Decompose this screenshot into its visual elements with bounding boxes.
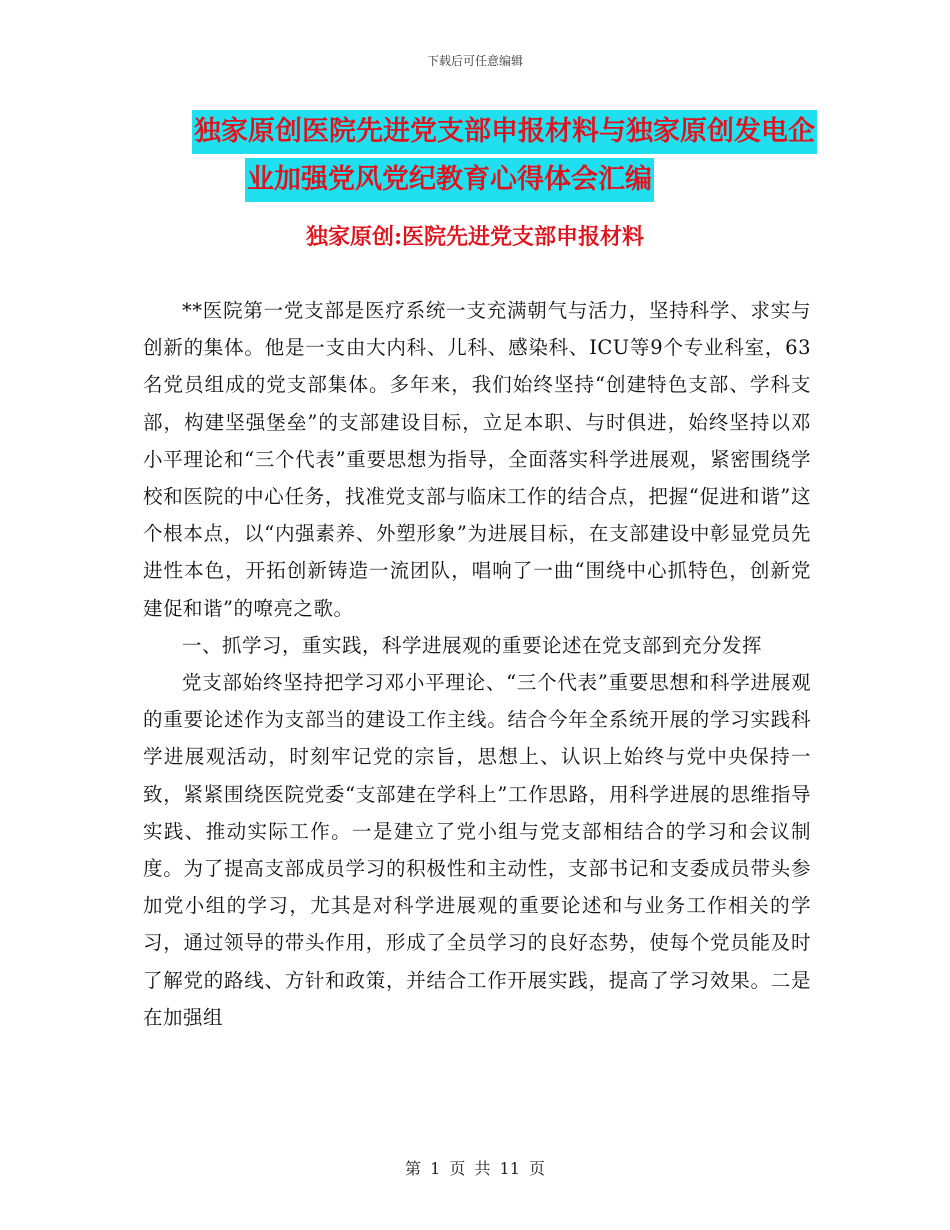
document-title-line-1: 独家原创医院先进党支部申报材料与独家原创发电企 — [192, 110, 817, 154]
document-title-line-2: 业加强党风党纪教育心得体会汇编 — [245, 158, 654, 202]
body-paragraph: **医院第一党支部是医疗系统一支充满朝气与活力，坚持科学、求实与创新的集体。他是一支由大内科、儿科、感染科、ICU等9个专业科室，63名党员组成的党支部集体。多年来，我们始终坚持“创建特色支部、学科支部，构建坚强堡垒”的支部建设目标，立足本职、与时俱进，始终坚持以邓小平理论和“三个代表”重要思想为指导，全面落实科学进展观，紧密围绕学校和医院的中心任务，找准党支部与临床工作的结合点，把握“促进和谐”这个根本点，以“内强素养、外塑形象”为进展目标，在支部建设中彰显党员先进性本色，开拓创新铸造一流团队，唱响了一曲“围绕中心抓特色，创新党建促和谐”的嘹亮之歌。 — [143, 299, 811, 620]
page-header: 下载后可任意编辑 — [426, 54, 523, 68]
body-paragraph-heading: 一、抓学习，重实践，科学进展观的重要论述在党支部到充分发挥 — [182, 633, 763, 657]
page-footer: 第 1 页 共 11 页 — [405, 1159, 545, 1178]
body-text — [143, 292, 811, 1036]
section-title: 独家原创:医院先进党支部申报材料 — [305, 224, 645, 250]
document-title — [150, 110, 830, 202]
body-paragraph: 党支部始终坚持把学习邓小平理论、“三个代表”重要思想和科学进展观的重要论述作为支部当的建设工作主线。结合今年全系统开展的学习实践科学进展观活动，时刻牢记党的宗旨，思想上、认识上始终与党中央保持一致，紧紧围绕医院党委“支部建在学科上”工作思路，用科学进展的思维指导实践、推动实际工作。一是建立了党小组与党支部相结合的学习和会议制度。为了提高支部成员学习的积极性和主动性，支部书记和支委成员带头参加党小组的学习，尤其是对科学进展观的重要论述和与业务工作相关的学习，通过领导的带头作用，形成了全员学习的良好态势，使每个党员能及时了解党的路线、方针和政策，并结合工作开展实践，提高了学习效果。二是在加强组 — [143, 671, 811, 1029]
